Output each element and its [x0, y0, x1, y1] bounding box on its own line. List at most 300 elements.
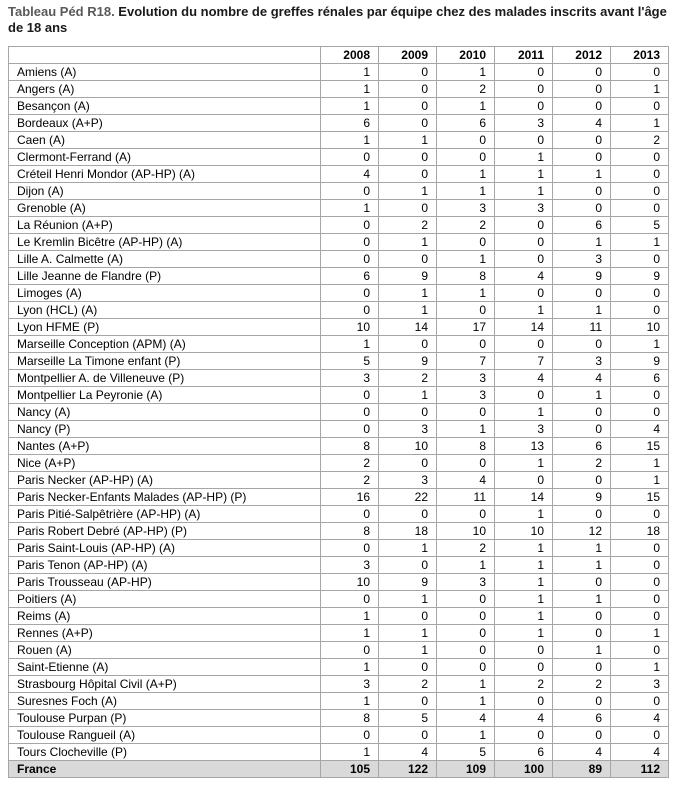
graft-count-cell: 1	[553, 387, 611, 404]
table-row	[9, 217, 669, 234]
header-cell-team	[9, 47, 321, 64]
table-row	[9, 387, 669, 404]
graft-count-cell: 89	[553, 761, 611, 778]
graft-count-cell: 1	[379, 625, 437, 642]
graft-count-cell: 1	[611, 115, 669, 132]
graft-count-cell: 2	[379, 217, 437, 234]
graft-count-cell: 0	[553, 64, 611, 81]
graft-count-cell: 0	[611, 727, 669, 744]
graft-count-cell: 8	[321, 523, 379, 540]
graft-count-cell: 3	[495, 200, 553, 217]
header-cell-year: 2011	[495, 47, 553, 64]
graft-count-cell: 0	[437, 625, 495, 642]
graft-count-cell: 0	[321, 149, 379, 166]
graft-count-cell: 10	[611, 319, 669, 336]
graft-count-cell: 1	[379, 285, 437, 302]
team-name-cell: France	[9, 761, 321, 778]
graft-count-cell: 1	[611, 234, 669, 251]
graft-count-cell: 18	[611, 523, 669, 540]
table-row	[9, 132, 669, 149]
header-cell-year: 2010	[437, 47, 495, 64]
graft-count-cell: 0	[321, 506, 379, 523]
table-row	[9, 302, 669, 319]
graft-count-cell: 0	[553, 472, 611, 489]
graft-count-cell: 1	[495, 591, 553, 608]
graft-count-cell: 9	[379, 353, 437, 370]
team-name-cell: Toulouse Rangueil (A)	[9, 727, 321, 744]
graft-count-cell: 0	[611, 506, 669, 523]
table-row	[9, 608, 669, 625]
team-name-cell: Lille A. Calmette (A)	[9, 251, 321, 268]
team-name-cell: Marseille La Timone enfant (P)	[9, 353, 321, 370]
graft-count-cell: 3	[437, 200, 495, 217]
graft-count-cell: 0	[611, 608, 669, 625]
graft-count-cell: 1	[611, 659, 669, 676]
graft-count-cell: 0	[437, 132, 495, 149]
table-row	[9, 693, 669, 710]
graft-count-cell: 0	[321, 285, 379, 302]
graft-count-cell: 3	[379, 421, 437, 438]
graft-count-cell: 2	[437, 81, 495, 98]
team-name-cell: Lille Jeanne de Flandre (P)	[9, 268, 321, 285]
graft-count-cell: 2	[321, 472, 379, 489]
table-row	[9, 727, 669, 744]
team-name-cell: Tours Clocheville (P)	[9, 744, 321, 761]
graft-count-cell: 0	[321, 302, 379, 319]
graft-count-cell: 4	[495, 268, 553, 285]
graft-count-cell: 1	[553, 166, 611, 183]
graft-count-cell: 0	[495, 727, 553, 744]
graft-count-cell: 4	[321, 166, 379, 183]
graft-count-cell: 0	[553, 506, 611, 523]
graft-count-cell: 112	[611, 761, 669, 778]
graft-count-cell: 0	[553, 421, 611, 438]
graft-count-cell: 0	[553, 574, 611, 591]
team-name-cell: Créteil Henri Mondor (AP-HP) (A)	[9, 166, 321, 183]
team-name-cell: Le Kremlin Bicêtre (AP-HP) (A)	[9, 234, 321, 251]
table-row	[9, 234, 669, 251]
graft-count-cell: 1	[495, 183, 553, 200]
graft-count-cell: 0	[379, 64, 437, 81]
graft-count-cell: 1	[553, 642, 611, 659]
graft-count-cell: 0	[553, 149, 611, 166]
graft-count-cell: 3	[321, 557, 379, 574]
graft-count-cell: 0	[611, 200, 669, 217]
graft-count-cell: 0	[379, 98, 437, 115]
graft-count-cell: 0	[611, 557, 669, 574]
graft-count-cell: 14	[495, 489, 553, 506]
team-name-cell: Clermont-Ferrand (A)	[9, 149, 321, 166]
table-caption-text: Evolution du nombre de greffes rénales par équipe chez des malades inscrits avant l'âge de 18 ans	[8, 4, 667, 35]
table-row	[9, 574, 669, 591]
graft-count-cell: 8	[321, 710, 379, 727]
table-row	[9, 319, 669, 336]
team-name-cell: Rouen (A)	[9, 642, 321, 659]
header-cell-year: 2012	[553, 47, 611, 64]
graft-count-cell: 1	[437, 183, 495, 200]
table-row	[9, 370, 669, 387]
graft-count-cell: 1	[553, 234, 611, 251]
table-row	[9, 404, 669, 421]
graft-count-cell: 0	[611, 404, 669, 421]
graft-count-cell: 4	[611, 421, 669, 438]
table-row	[9, 472, 669, 489]
table-row	[9, 710, 669, 727]
graft-count-cell: 3	[437, 574, 495, 591]
graft-count-cell: 3	[611, 676, 669, 693]
graft-count-cell: 0	[437, 149, 495, 166]
team-name-cell: Paris Necker (AP-HP) (A)	[9, 472, 321, 489]
table-row	[9, 336, 669, 353]
table-row	[9, 523, 669, 540]
graft-count-cell: 0	[611, 302, 669, 319]
graft-count-cell: 1	[321, 132, 379, 149]
graft-count-cell: 1	[379, 132, 437, 149]
graft-count-cell: 6	[553, 438, 611, 455]
graft-count-cell: 1	[437, 693, 495, 710]
graft-count-cell: 18	[379, 523, 437, 540]
graft-count-cell: 0	[495, 285, 553, 302]
graft-count-cell: 0	[437, 608, 495, 625]
team-name-cell: Rennes (A+P)	[9, 625, 321, 642]
graft-count-cell: 16	[321, 489, 379, 506]
total-row	[9, 761, 669, 778]
team-name-cell: Montpellier A. de Villeneuve (P)	[9, 370, 321, 387]
graft-count-cell: 2	[553, 676, 611, 693]
graft-count-cell: 1	[437, 727, 495, 744]
graft-count-cell: 6	[495, 744, 553, 761]
graft-count-cell: 0	[611, 693, 669, 710]
graft-count-cell: 0	[553, 200, 611, 217]
team-name-cell: Montpellier La Peyronie (A)	[9, 387, 321, 404]
graft-count-cell: 0	[495, 132, 553, 149]
graft-count-cell: 0	[321, 591, 379, 608]
team-name-cell: Paris Pitié-Salpêtrière (AP-HP) (A)	[9, 506, 321, 523]
graft-count-cell: 7	[437, 353, 495, 370]
graft-count-cell: 6	[553, 217, 611, 234]
graft-count-cell: 3	[553, 251, 611, 268]
graft-count-cell: 0	[553, 693, 611, 710]
graft-count-cell: 109	[437, 761, 495, 778]
graft-count-cell: 4	[611, 710, 669, 727]
graft-count-cell: 1	[437, 251, 495, 268]
graft-count-cell: 0	[553, 336, 611, 353]
table-row	[9, 591, 669, 608]
graft-count-cell: 3	[495, 421, 553, 438]
graft-count-cell: 0	[379, 693, 437, 710]
table-row	[9, 353, 669, 370]
graft-count-cell: 0	[379, 557, 437, 574]
graft-count-cell: 0	[611, 591, 669, 608]
graft-count-cell: 6	[611, 370, 669, 387]
graft-count-cell: 0	[495, 251, 553, 268]
team-name-cell: Saint-Etienne (A)	[9, 659, 321, 676]
table-row	[9, 149, 669, 166]
table-row	[9, 285, 669, 302]
table-row	[9, 744, 669, 761]
graft-count-cell: 4	[495, 370, 553, 387]
graft-count-cell: 1	[379, 387, 437, 404]
graft-count-cell: 1	[495, 540, 553, 557]
graft-count-cell: 0	[321, 217, 379, 234]
table-row	[9, 251, 669, 268]
graft-count-cell: 1	[437, 285, 495, 302]
team-name-cell: Paris Trousseau (AP-HP)	[9, 574, 321, 591]
graft-count-cell: 4	[553, 370, 611, 387]
graft-count-cell: 15	[611, 489, 669, 506]
graft-count-cell: 1	[495, 455, 553, 472]
graft-count-cell: 0	[379, 200, 437, 217]
graft-count-cell: 6	[437, 115, 495, 132]
graft-count-cell: 0	[611, 64, 669, 81]
team-name-cell: Paris Tenon (AP-HP) (A)	[9, 557, 321, 574]
graft-count-cell: 0	[379, 336, 437, 353]
graft-count-cell: 13	[495, 438, 553, 455]
table-row	[9, 438, 669, 455]
graft-count-cell: 0	[321, 387, 379, 404]
table-caption-label: Tableau Péd R18.	[8, 4, 115, 19]
graft-count-cell: 0	[553, 98, 611, 115]
graft-count-cell: 3	[437, 370, 495, 387]
table-row	[9, 81, 669, 98]
graft-count-cell: 0	[437, 302, 495, 319]
graft-count-cell: 1	[611, 81, 669, 98]
graft-count-cell: 0	[437, 234, 495, 251]
graft-count-cell: 1	[321, 81, 379, 98]
graft-count-cell: 0	[495, 234, 553, 251]
graft-count-cell: 0	[553, 727, 611, 744]
graft-count-cell: 2	[321, 455, 379, 472]
graft-count-cell: 1	[611, 472, 669, 489]
graft-count-cell: 1	[321, 608, 379, 625]
graft-count-cell: 4	[553, 744, 611, 761]
graft-count-cell: 1	[379, 183, 437, 200]
graft-count-cell: 0	[321, 642, 379, 659]
graft-count-cell: 0	[379, 455, 437, 472]
graft-count-cell: 3	[495, 115, 553, 132]
graft-count-cell: 0	[495, 64, 553, 81]
graft-count-cell: 0	[553, 132, 611, 149]
graft-count-cell: 1	[495, 574, 553, 591]
graft-count-cell: 9	[611, 268, 669, 285]
graft-count-cell: 0	[553, 404, 611, 421]
graft-count-cell: 2	[553, 455, 611, 472]
team-name-cell: Suresnes Foch (A)	[9, 693, 321, 710]
graft-count-cell: 10	[321, 319, 379, 336]
graft-count-cell: 1	[611, 625, 669, 642]
table-row	[9, 659, 669, 676]
graft-count-cell: 9	[553, 489, 611, 506]
graft-count-cell: 0	[495, 693, 553, 710]
graft-count-cell: 0	[495, 642, 553, 659]
graft-count-cell: 1	[495, 166, 553, 183]
team-name-cell: Poitiers (A)	[9, 591, 321, 608]
graft-count-cell: 1	[553, 302, 611, 319]
graft-count-cell: 105	[321, 761, 379, 778]
graft-count-cell: 10	[495, 523, 553, 540]
graft-count-cell: 0	[437, 455, 495, 472]
graft-count-cell: 4	[553, 115, 611, 132]
graft-count-cell: 0	[379, 659, 437, 676]
graft-count-cell: 0	[321, 251, 379, 268]
graft-count-cell: 122	[379, 761, 437, 778]
graft-count-cell: 0	[437, 336, 495, 353]
team-name-cell: Dijon (A)	[9, 183, 321, 200]
graft-count-cell: 0	[553, 81, 611, 98]
graft-count-cell: 15	[611, 438, 669, 455]
team-name-cell: Besançon (A)	[9, 98, 321, 115]
graft-count-cell: 8	[437, 438, 495, 455]
graft-count-cell: 1	[321, 200, 379, 217]
team-name-cell: Marseille Conception (APM) (A)	[9, 336, 321, 353]
table-row	[9, 98, 669, 115]
graft-count-cell: 1	[495, 506, 553, 523]
graft-count-cell: 0	[437, 404, 495, 421]
graft-count-cell: 0	[495, 659, 553, 676]
graft-count-cell: 4	[437, 710, 495, 727]
graft-count-cell: 0	[495, 217, 553, 234]
graft-count-cell: 7	[495, 353, 553, 370]
graft-count-cell: 3	[553, 353, 611, 370]
graft-count-cell: 10	[379, 438, 437, 455]
team-name-cell: Paris Saint-Louis (AP-HP) (A)	[9, 540, 321, 557]
team-name-cell: Angers (A)	[9, 81, 321, 98]
graft-count-cell: 0	[611, 387, 669, 404]
graft-count-cell: 1	[321, 693, 379, 710]
graft-count-cell: 0	[611, 251, 669, 268]
graft-count-cell: 0	[495, 472, 553, 489]
graft-count-cell: 9	[611, 353, 669, 370]
graft-count-cell: 0	[495, 336, 553, 353]
table-row	[9, 676, 669, 693]
team-name-cell: La Réunion (A+P)	[9, 217, 321, 234]
team-name-cell: Paris Robert Debré (AP-HP) (P)	[9, 523, 321, 540]
table-row	[9, 540, 669, 557]
graft-count-cell: 0	[379, 727, 437, 744]
graft-count-cell: 8	[321, 438, 379, 455]
graft-count-cell: 1	[437, 166, 495, 183]
graft-count-cell: 0	[611, 574, 669, 591]
header-cell-year: 2013	[611, 47, 669, 64]
graft-count-cell: 1	[379, 540, 437, 557]
table-row	[9, 421, 669, 438]
graft-count-cell: 5	[321, 353, 379, 370]
graft-count-cell: 0	[611, 540, 669, 557]
graft-count-cell: 12	[553, 523, 611, 540]
team-name-cell: Grenoble (A)	[9, 200, 321, 217]
graft-count-cell: 9	[379, 268, 437, 285]
graft-count-cell: 4	[611, 744, 669, 761]
team-name-cell: Nice (A+P)	[9, 455, 321, 472]
graft-count-cell: 14	[379, 319, 437, 336]
graft-count-cell: 11	[553, 319, 611, 336]
table-row	[9, 115, 669, 132]
table-row	[9, 506, 669, 523]
graft-count-cell: 2	[495, 676, 553, 693]
graft-count-cell: 0	[437, 591, 495, 608]
graft-count-cell: 1	[437, 64, 495, 81]
graft-count-cell: 0	[437, 506, 495, 523]
table-row	[9, 64, 669, 81]
graft-count-cell: 0	[321, 234, 379, 251]
graft-count-cell: 1	[553, 557, 611, 574]
graft-count-cell: 1	[321, 625, 379, 642]
graft-count-cell: 10	[321, 574, 379, 591]
graft-count-cell: 0	[379, 608, 437, 625]
graft-count-cell: 0	[321, 540, 379, 557]
graft-count-cell: 22	[379, 489, 437, 506]
graft-count-cell: 1	[495, 404, 553, 421]
grafts-table	[8, 46, 669, 778]
graft-count-cell: 1	[321, 659, 379, 676]
graft-count-cell: 1	[553, 540, 611, 557]
graft-count-cell: 0	[379, 115, 437, 132]
team-name-cell: Lyon (HCL) (A)	[9, 302, 321, 319]
graft-count-cell: 0	[379, 506, 437, 523]
graft-count-cell: 0	[611, 149, 669, 166]
graft-count-cell: 0	[321, 727, 379, 744]
graft-count-cell: 6	[321, 268, 379, 285]
graft-count-cell: 0	[495, 98, 553, 115]
team-name-cell: Strasbourg Hôpital Civil (A+P)	[9, 676, 321, 693]
team-name-cell: Nancy (A)	[9, 404, 321, 421]
header-row	[9, 47, 669, 64]
graft-count-cell: 1	[321, 64, 379, 81]
graft-count-cell: 0	[379, 149, 437, 166]
graft-count-cell: 1	[611, 336, 669, 353]
table-row	[9, 268, 669, 285]
graft-count-cell: 8	[437, 268, 495, 285]
graft-count-cell: 0	[553, 183, 611, 200]
graft-count-cell: 9	[553, 268, 611, 285]
graft-count-cell: 1	[495, 302, 553, 319]
table-row	[9, 625, 669, 642]
graft-count-cell: 1	[437, 676, 495, 693]
team-name-cell: Nancy (P)	[9, 421, 321, 438]
table-body	[9, 64, 669, 778]
header-cell-year: 2008	[321, 47, 379, 64]
graft-count-cell: 1	[321, 336, 379, 353]
team-name-cell: Lyon HFME (P)	[9, 319, 321, 336]
graft-count-cell: 0	[495, 387, 553, 404]
graft-count-cell: 0	[321, 183, 379, 200]
graft-count-cell: 2	[379, 676, 437, 693]
graft-count-cell: 1	[437, 421, 495, 438]
graft-count-cell: 1	[611, 455, 669, 472]
graft-count-cell: 0	[611, 166, 669, 183]
graft-count-cell: 1	[321, 98, 379, 115]
header-cell-year: 2009	[379, 47, 437, 64]
table-row	[9, 557, 669, 574]
graft-count-cell: 1	[495, 625, 553, 642]
graft-count-cell: 0	[321, 404, 379, 421]
graft-count-cell: 0	[611, 642, 669, 659]
table-row	[9, 166, 669, 183]
graft-count-cell: 0	[379, 404, 437, 421]
graft-count-cell: 1	[495, 149, 553, 166]
graft-count-cell: 6	[321, 115, 379, 132]
graft-count-cell: 4	[495, 710, 553, 727]
graft-count-cell: 1	[437, 557, 495, 574]
graft-count-cell: 1	[321, 744, 379, 761]
graft-count-cell: 1	[553, 591, 611, 608]
graft-count-cell: 2	[611, 132, 669, 149]
team-name-cell: Limoges (A)	[9, 285, 321, 302]
graft-count-cell: 1	[379, 591, 437, 608]
table-row	[9, 183, 669, 200]
table-row	[9, 489, 669, 506]
team-name-cell: Paris Necker-Enfants Malades (AP-HP) (P)	[9, 489, 321, 506]
